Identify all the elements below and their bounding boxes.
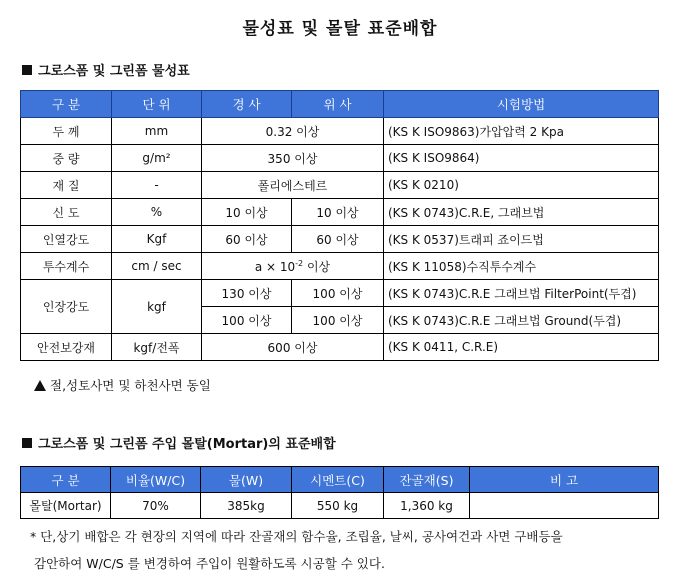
row-warp: 10 이상 <box>202 199 292 226</box>
header-warp: 경 사 <box>202 91 292 118</box>
row-warp: 130 이상 <box>202 280 292 307</box>
table-row <box>21 199 659 226</box>
section-heading-mortar: 그로스폼 및 그린폼 주입 몰탈(Mortar)의 표준배합 <box>22 433 336 452</box>
row-unit: % <box>112 199 202 226</box>
row-weft: 10 이상 <box>292 199 384 226</box>
row-value: 350 이상 <box>202 145 384 172</box>
row-item: 안전보강재 <box>21 334 112 361</box>
properties-table <box>20 90 659 361</box>
row-value: 600 이상 <box>202 334 384 361</box>
header-water: 물(W) <box>201 467 292 493</box>
row-warp: 60 이상 <box>202 226 292 253</box>
row-cement: 550 kg <box>292 493 384 519</box>
mix-note-line-1: * 단,상기 배합은 각 현장의 지역에 따라 잔골재의 함수율, 조립율, 날씨, 공사여건과 사면 구배등을 <box>30 529 563 544</box>
row-weft: 60 이상 <box>292 226 384 253</box>
row-method: (KS K ISO9864) <box>384 145 659 172</box>
table-row <box>21 493 659 519</box>
row-sand: 1,360 kg <box>384 493 470 519</box>
row-unit: kgf/전폭 <box>112 334 202 361</box>
triangle-icon <box>34 380 46 391</box>
header-ratio: 비율(W/C) <box>111 467 201 493</box>
header-sand: 잔골재(S) <box>384 467 470 493</box>
row-weft: 100 이상 <box>292 307 384 334</box>
table-row <box>21 145 659 172</box>
row-weft: 100 이상 <box>292 280 384 307</box>
row-method: (KS K 0743)C.R.E 그래브법 Ground(두겹) <box>384 307 659 334</box>
row-method: (KS K 0537)트래피 죠이드법 <box>384 226 659 253</box>
row-value: 0.32 이상 <box>202 118 384 145</box>
black-square-icon <box>22 438 32 448</box>
row-unit: mm <box>112 118 202 145</box>
mix-note-line-2: 감안하여 W/C/S 를 변경하여 주입이 원활하도록 시공할 수 있다. <box>34 556 385 571</box>
header-category: 구 분 <box>21 91 112 118</box>
slope-note: 절,성토사면 및 하천사면 동일 <box>34 376 211 394</box>
section-heading-properties: 그로스폼 및 그린폼 물성표 <box>22 60 190 79</box>
row-unit: g/m² <box>112 145 202 172</box>
header-remark: 비 고 <box>470 467 659 493</box>
row-value: $a \times 10^{-2}$ 이상 <box>202 253 384 280</box>
row-unit: Kgf <box>112 226 202 253</box>
header-test-method: 시험방법 <box>384 91 659 118</box>
header-weft: 위 사 <box>292 91 384 118</box>
row-item: 몰탈(Mortar) <box>21 493 111 519</box>
row-item: 두 께 <box>21 118 112 145</box>
header-cement: 시멘트(C) <box>292 467 384 493</box>
table-row <box>21 118 659 145</box>
row-item: 재 질 <box>21 172 112 199</box>
table-row <box>21 226 659 253</box>
header-category: 구 분 <box>21 467 111 493</box>
row-unit: cm / sec <box>112 253 202 280</box>
table-row <box>21 172 659 199</box>
table-header-row <box>21 91 659 118</box>
row-method: (KS K 11058)수직투수계수 <box>384 253 659 280</box>
row-item: 인열강도 <box>21 226 112 253</box>
row-water: 385kg <box>201 493 292 519</box>
row-method: (KS K 0743)C.R.E, 그래브법 <box>384 199 659 226</box>
row-remark <box>470 493 659 519</box>
row-item: 신 도 <box>21 199 112 226</box>
row-method: (KS K 0743)C.R.E 그래브법 FilterPoint(두겹) <box>384 280 659 307</box>
row-value: 폴리에스테르 <box>202 172 384 199</box>
page-title: 물성표 및 몰탈 표준배합 <box>242 19 438 39</box>
black-square-icon <box>22 65 32 75</box>
table-row <box>21 280 659 307</box>
row-item: 인장강도 <box>21 280 112 334</box>
row-ratio: 70% <box>111 493 201 519</box>
row-method: (KS K ISO9863)가압압력 2 Kpa <box>384 118 659 145</box>
table-row <box>21 334 659 361</box>
row-unit: - <box>112 172 202 199</box>
table-row <box>21 253 659 280</box>
row-item: 중 량 <box>21 145 112 172</box>
row-item: 투수계수 <box>21 253 112 280</box>
row-warp: 100 이상 <box>202 307 292 334</box>
mortar-mix-table <box>20 466 659 519</box>
table-header-row <box>21 467 659 493</box>
row-method: (KS K 0210) <box>384 172 659 199</box>
row-unit: kgf <box>112 280 202 334</box>
row-method: (KS K 0411, C.R.E) <box>384 334 659 361</box>
header-unit: 단 위 <box>112 91 202 118</box>
